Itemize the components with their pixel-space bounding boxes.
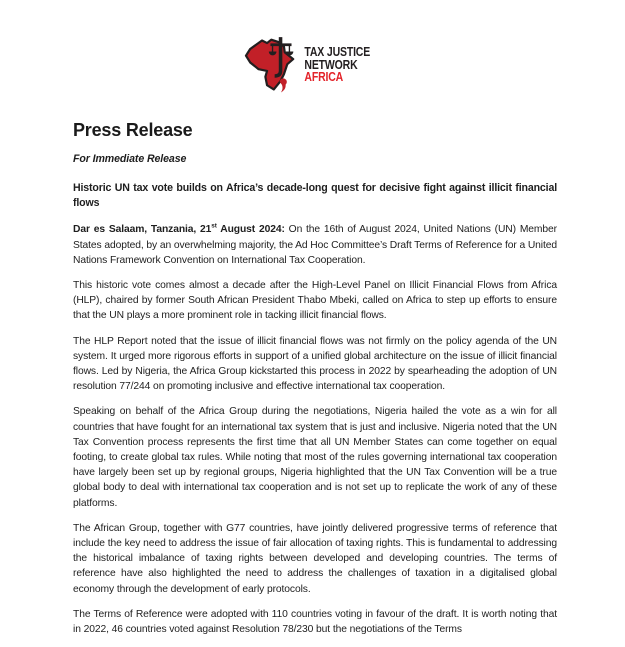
paragraph-africa-group-negotiations: Speaking on behalf of the Africa Group during the negotiations, Nigeria hailed the vote as a win for all countries that have fought for an international tax system that is just and inclusive. Nigeria noted that the UN Tax Convention process represents the first time that all UN Member States can come together on equal footing, to create global tax rules. While noting that most of the rules governing international tax cooperation have largely been set up by regional groups, Nigeria highlighted that the UN Tax Convention will be a true global body to deal with international tax cooperation and is not set up to replicate the work of any of these platforms. [73, 406, 557, 509]
immediate-release-note: For Immediate Release [73, 153, 187, 165]
dateline-ordinal-superscript: st [211, 222, 217, 230]
dateline-body-text: On the 16th of August 2024, United Nations (UN) Member States adopted, by an overwhelming majority, the Ad Hoc Committee’s Draft Terms of Reference for a United Nations Framework Convention on International Tax Cooperation. [73, 224, 557, 266]
tjn-africa-logo [243, 34, 382, 96]
paragraph-adoption-vote: The Terms of Reference were adopted with 110 countries voting in favour of the draft. It is worth noting that in 2022, 46 countries voted against Resolution 78/230 but the negotiations of the Terms [73, 608, 557, 636]
paragraph-dateline [73, 222, 557, 268]
paragraph-g77-terms: The African Group, together with G77 countries, have jointly delivered progressive terms of reference that include the key need to address the issue of fair allocation of taxing rights. This is fundamental to addressing the historical imbalance of taxing rights between developed and developing countries. The terms of reference have also highlighted the need to address the challenges of taxation in a digitalised global economy through the development of early protocols. [73, 522, 557, 595]
logo-wordmark-line2: NETWORK [303, 57, 358, 72]
headline: Historic UN tax vote builds on Africa’s decade-long quest for decisive fight against illicit financial flows [73, 182, 557, 210]
logo-wordmark-line3: AFRICA [303, 70, 343, 85]
africa-map-scales-icon [243, 35, 297, 95]
paragraph-historic-vote: This historic vote comes almost a decade after the High-Level Panel on Illicit Financial Flows from Africa (HLP), chaired by former South African President Thabo Mbeki, called on Africa to step up efforts to ensure that the UN plays a more prominent role in tacking illicit financial flows. [73, 280, 557, 322]
paragraph-hlp-report: The HLP Report noted that the issue of illicit financial flows was not firmly on the policy agenda of the UN system. It urged more rigorous efforts in support of a unified global architecture on the issue of illicit financial flows. Led by Nigeria, the Africa Group kickstarted this process in 2022 by spearheading the adoption of UN resolution 77/244 on promoting inclusive and effective international tax cooperation. [73, 335, 557, 393]
dateline-prefix: Dar es Salaam, Tanzania, 21 [73, 224, 212, 236]
comma-mark [279, 78, 286, 92]
logo-wordmark-line1: TAX JUSTICE [303, 44, 370, 59]
document-content [73, 120, 557, 647]
logo-wordmark [304, 46, 370, 84]
dateline-suffix: August 2024: [216, 224, 285, 236]
dateline-bold-lead [73, 224, 285, 235]
press-release-title: Press Release [73, 120, 193, 140]
